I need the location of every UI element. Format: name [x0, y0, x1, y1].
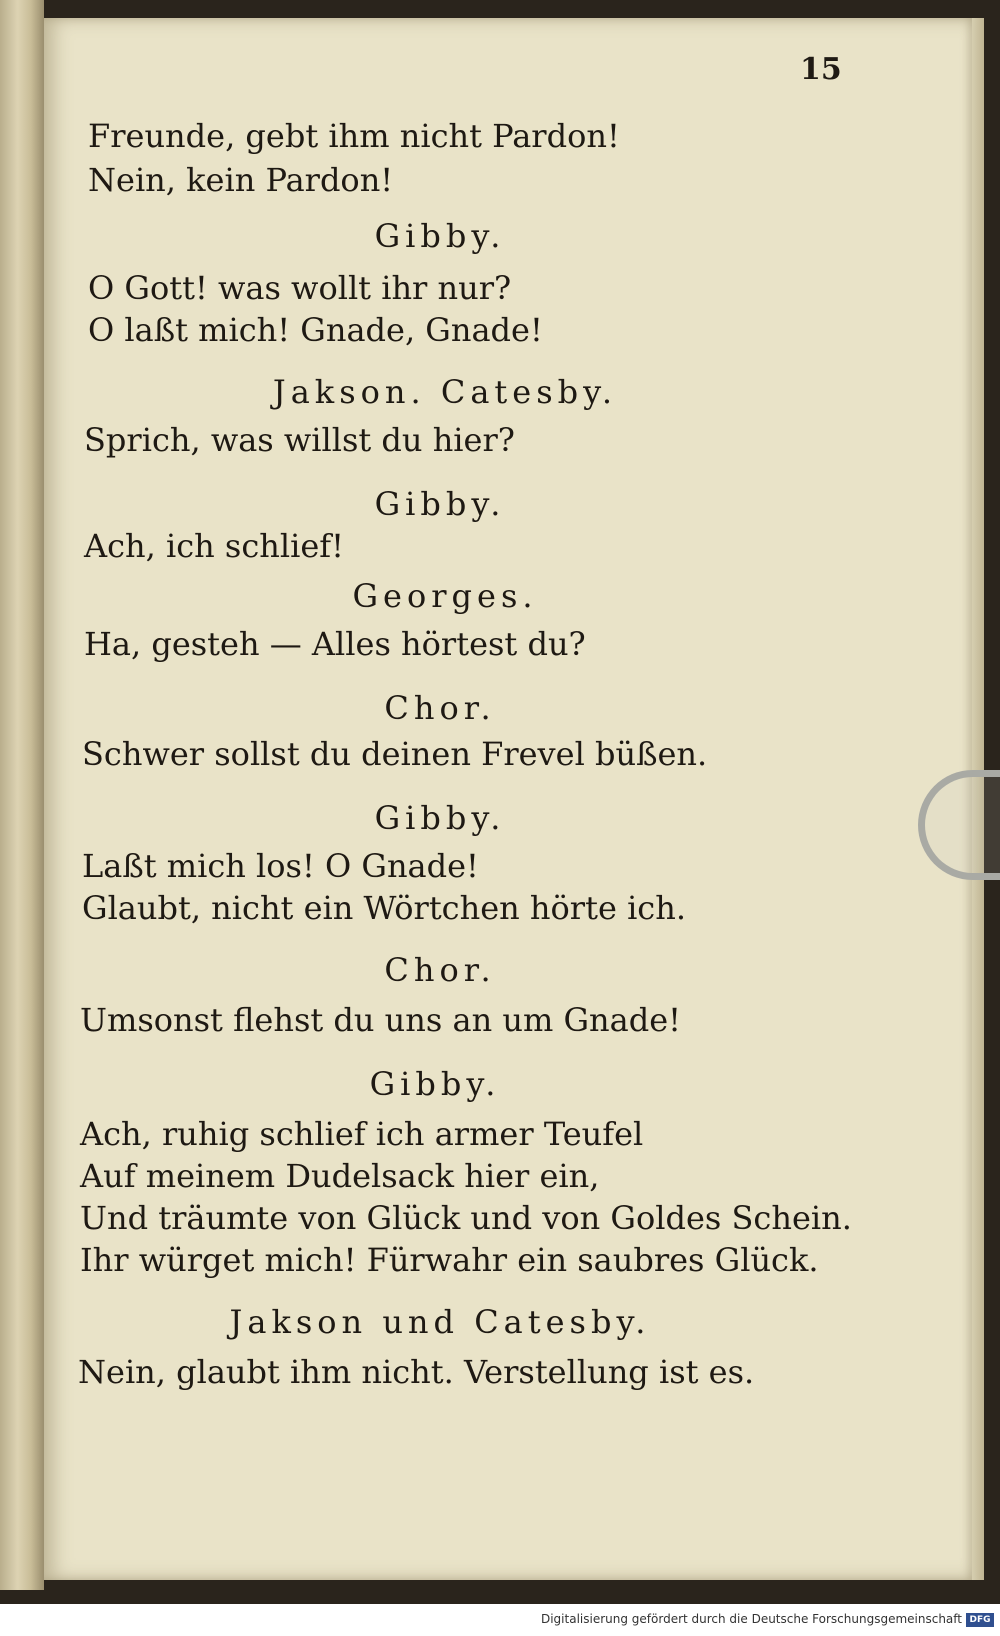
verse-line: O Gott! was wollt ihr nur?: [88, 269, 512, 307]
page-number: 15: [800, 52, 842, 87]
speaker-name: Gibby.: [369, 1065, 501, 1103]
speaker-name: Gibby.: [374, 799, 506, 837]
verse-line: Glaubt, nicht ein Wörtchen hörte ich.: [82, 889, 686, 927]
verse-line: Sprich, was willst du hier?: [84, 421, 515, 459]
verse-line: Umsonst flehst du uns an um Gnade!: [80, 1001, 681, 1039]
verse-line: Freunde, gebt ihm nicht Pardon!: [88, 117, 620, 155]
speaker-name: Georges.: [352, 577, 538, 615]
speaker-name: Chor.: [384, 689, 496, 727]
verse-line: Schwer sollst du deinen Frevel büßen.: [82, 735, 708, 773]
verse-line: Auf meinem Dudelsack hier ein,: [80, 1157, 600, 1195]
speaker-name: Chor.: [384, 951, 496, 989]
verse-line: Ihr würget mich! Fürwahr ein saubres Glück.: [80, 1241, 819, 1279]
verse-line: Nein, glaubt ihm nicht. Verstellung ist es.: [78, 1353, 755, 1391]
speaker-name: Jakson und Catesby.: [229, 1303, 651, 1341]
verse-line: O laßt mich! Gnade, Gnade!: [88, 311, 543, 349]
verse-line: Ach, ich schlief!: [84, 527, 344, 565]
verse-line: Laßt mich los! O Gnade!: [82, 847, 479, 885]
speaker-name: Jakson. Catesby.: [272, 373, 618, 411]
book-page: [44, 18, 972, 1580]
speaker-name: Gibby.: [374, 485, 506, 523]
footer-credit: Digitalisierung gefördert durch die Deutsche Forschungsgemeinschaft: [540, 1612, 962, 1626]
verse-line: Ach, ruhig schlief ich armer Teufel: [80, 1115, 644, 1153]
book-spine-edge: [0, 0, 44, 1590]
verse-line: Und träumte von Glück und von Goldes Schein.: [80, 1199, 852, 1237]
speaker-name: Gibby.: [374, 217, 506, 255]
dfg-logo: DFG: [966, 1613, 994, 1627]
verse-line: Ha, gesteh — Alles hörtest du?: [84, 625, 586, 663]
verse-line: Nein, kein Pardon!: [88, 161, 394, 199]
footer-bar: [0, 1604, 1000, 1636]
